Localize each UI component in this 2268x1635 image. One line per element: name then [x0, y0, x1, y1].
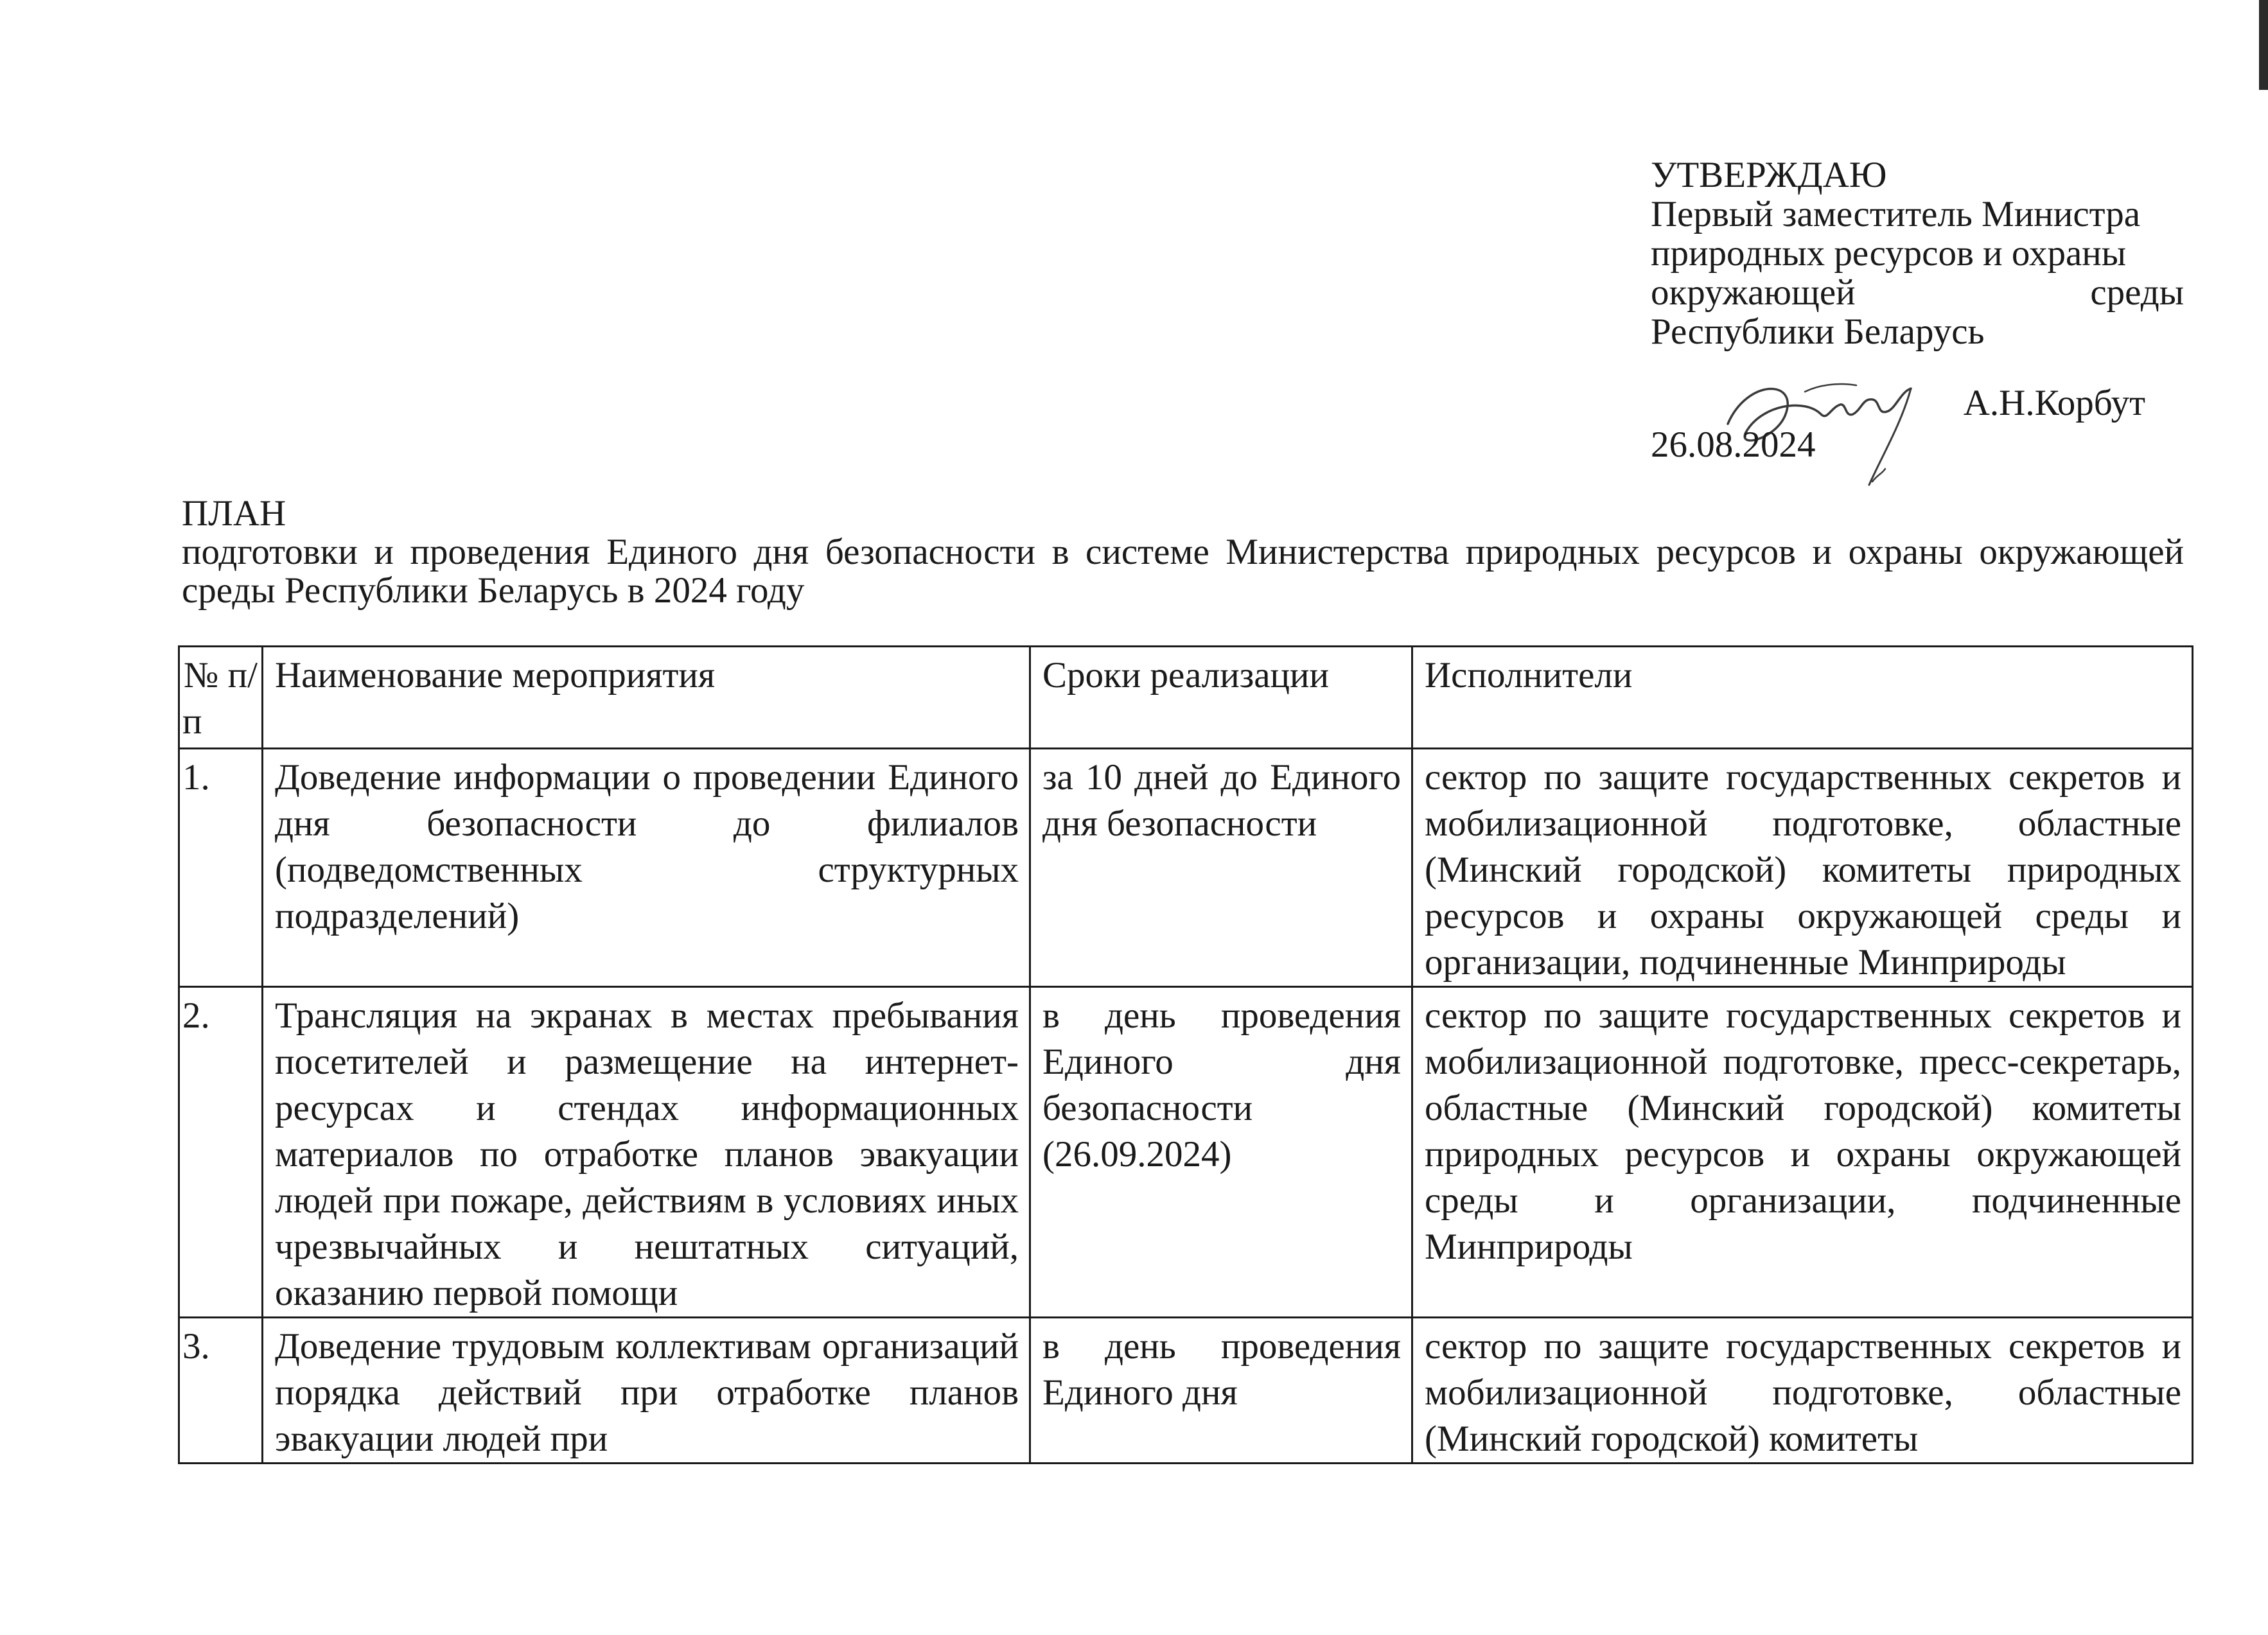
header-num: № п/п: [179, 647, 263, 749]
row-executors: сектор по защите государственных секретов и мобилизационной подготовке, областные (Минский городской) комитеты: [1412, 1318, 2193, 1464]
header-name: Наименование мероприятия: [263, 647, 1030, 749]
approval-heading: УТВЕРЖДАЮ: [1651, 155, 1887, 195]
row-num: 3.: [179, 1318, 263, 1464]
row-num: 1.: [179, 749, 263, 987]
approval-position-line: Республики Беларусь: [1651, 311, 1985, 352]
row-term: за 10 дней до Единого дня безопасности: [1030, 749, 1412, 987]
header-term: Сроки реализации: [1030, 647, 1412, 749]
row-executors: сектор по защите государственных секретов и мобилизационной подготовке, областные (Минский городской) комитеты природных ресурсов и охраны окружающей среды и организации, подчиненные Минприроды: [1412, 749, 2193, 987]
approval-position-word: окружающей: [1651, 272, 1856, 313]
table-row: [179, 987, 2193, 1318]
plan-title: ПЛАН: [182, 493, 286, 534]
row-term: в день проведения Единого дня: [1030, 1318, 1412, 1464]
header-executors: Исполнители: [1412, 647, 2193, 749]
approval-date: 26.08.2024: [1651, 424, 1816, 465]
approval-position-line: [1651, 273, 2184, 312]
signatory-name: А.Н.Корбут: [1963, 383, 2145, 423]
row-executors: сектор по защите государственных секретов и мобилизационной подготовке, пресс-секретарь, областные (Минский городской) комитеты природных ресурсов и охраны окружающей среды и организации, подчиненные Минприроды: [1412, 987, 2193, 1318]
approval-block: [1651, 155, 2184, 351]
row-name: Доведение трудовым коллективам организаций порядка действий при отработке планов эвакуации людей при: [263, 1318, 1030, 1464]
scan-edge-mark: [2259, 0, 2268, 90]
row-name: Доведение информации о проведении Единого дня безопасности до филиалов (подведомственных структурных подразделений): [263, 749, 1030, 987]
plan-table: [178, 645, 2193, 1464]
table-row: [179, 749, 2193, 987]
row-num: 2.: [179, 987, 263, 1318]
approval-position-line: природных ресурсов и охраны: [1651, 233, 2127, 274]
table-row: [179, 1318, 2193, 1464]
row-term: в день проведения Единого дня безопасности (26.09.2024): [1030, 987, 1412, 1318]
table-header-row: [179, 647, 2193, 749]
signature-row: [1651, 382, 2184, 466]
row-name: Трансляция на экранах в местах пребывания посетителей и размещение на интернет-ресурсах и стендах информационных материалов по отработке планов эвакуации людей при пожаре, действиям в условиях иных чрезвычайных и нештатных ситуаций, оказанию первой помощи: [263, 987, 1030, 1318]
approval-position-line: Первый заместитель Министра: [1651, 194, 2141, 234]
approval-position-word: среды: [2090, 272, 2184, 313]
plan-subtitle: подготовки и проведения Единого дня безопасности в системе Министерства природных ресурсов и охраны окружающей среды Республики Беларусь в 2024 году: [182, 532, 2184, 611]
